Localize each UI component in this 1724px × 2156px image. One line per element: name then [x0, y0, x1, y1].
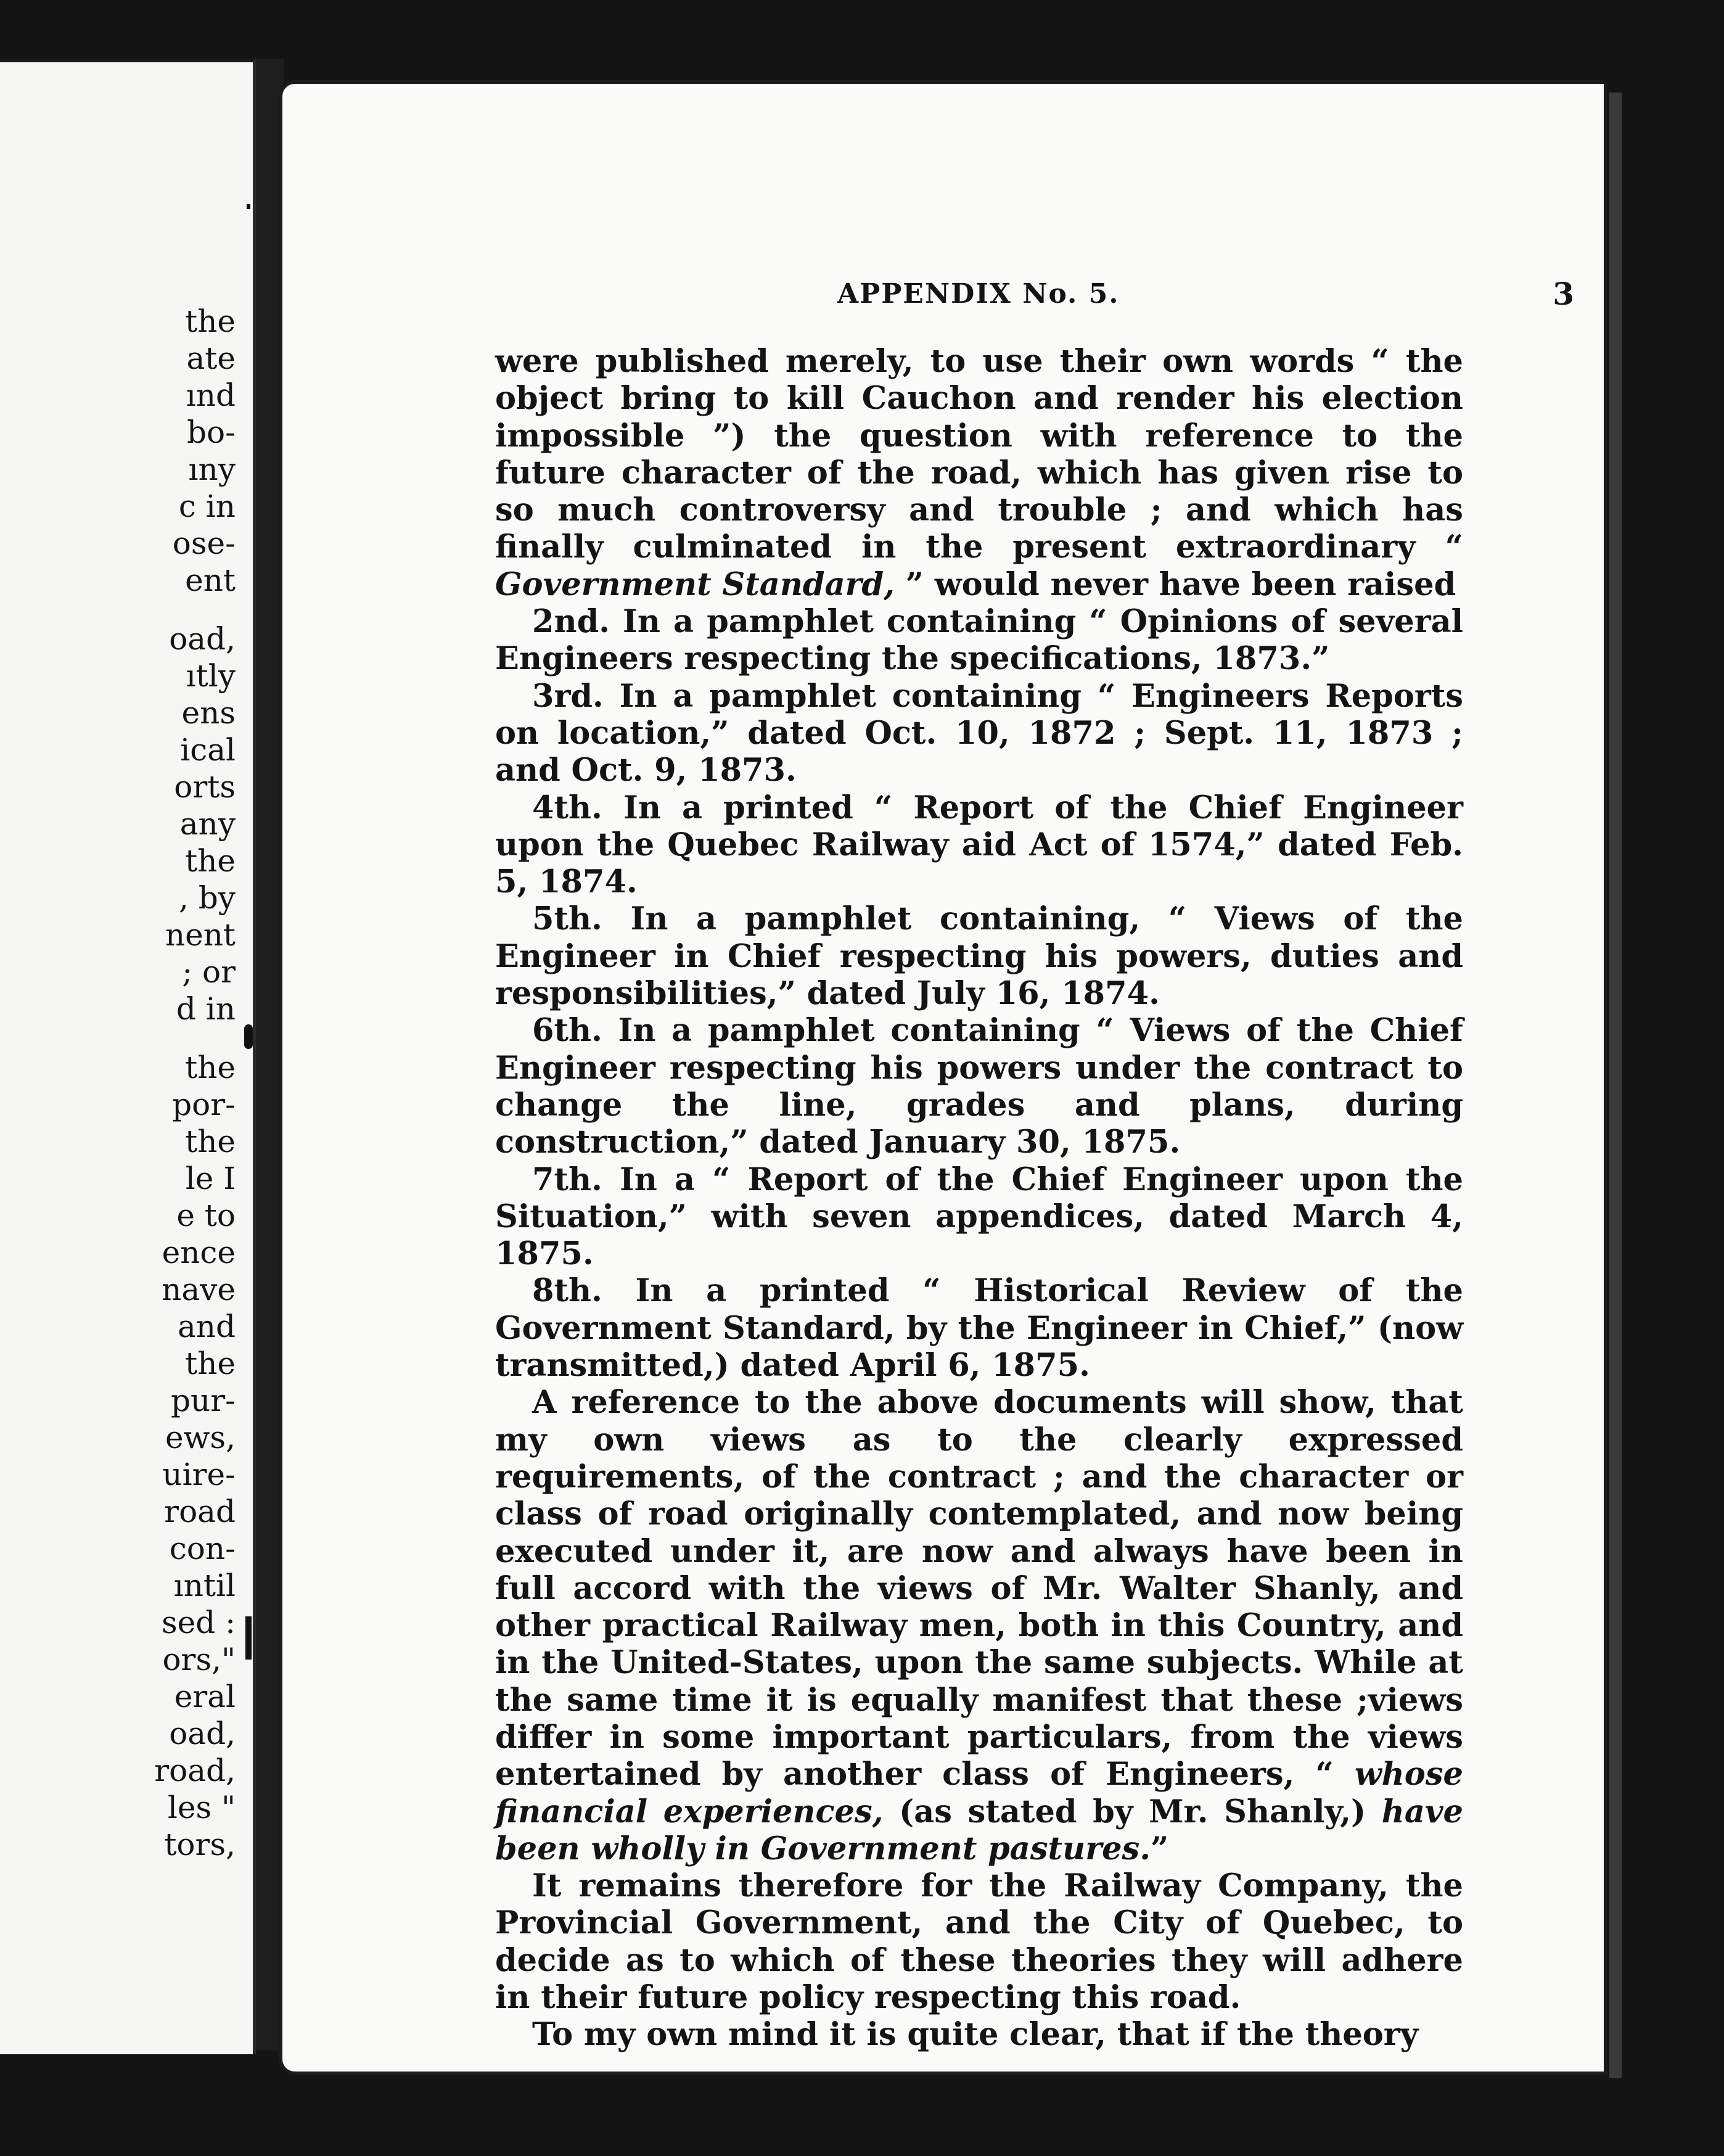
facing-page-text-fragment: ose-	[172, 525, 236, 561]
facing-page-text-fragment: road,	[154, 1753, 236, 1788]
facing-page-text-fragment: any	[179, 806, 236, 842]
paragraph: 2nd. In a pamphlet containing “ Opinions of several Engineers respecting the specifications, 1873.”	[495, 603, 1463, 678]
facing-page-text-fragment: pur-	[170, 1383, 236, 1418]
facing-page-text-fragment: uire-	[162, 1457, 236, 1492]
facing-page-text-fragment: ors,"	[162, 1642, 236, 1677]
page-edge-shadow	[1609, 93, 1622, 2078]
paragraph: It remains therefore for the Railway Company, the Provincial Government, and the City of Quebec, to decide as to which of these theories they will adhere in their future policy respecting this road.	[495, 1867, 1463, 2017]
facing-page-text-fragment: orts	[174, 769, 236, 805]
paragraph: 6th. In a pamphlet containing “ Views of the Chief Engineer respecting his powers under the contract to change the line, grades and plans, during construction,” dated January 30, 1875.	[495, 1012, 1463, 1161]
page-edge-mark	[247, 204, 250, 209]
facing-page-text-fragment: ınd	[186, 377, 236, 413]
paragraph: 7th. In a “ Report of the Chief Engineer upon the Situation,” with seven appendices, dated March 4, 1875.	[495, 1161, 1463, 1273]
facing-page-text-fragment: ate	[186, 340, 236, 376]
paragraph: A reference to the above documents will show, that my own views as to the clearly expressed requirements, of the contract ; and the character or class of road originally contemplated, and now being executed under it, are now and always have been in full accord with the views of Mr. Walter Shanly, and other practical Railway men, both in this Country, and in the United-States, upon the same subjects. While at the same time it is equally manifest that these ;views differ in some important particulars, from the views entertained by another class of Engineers, “ whose financial experiences, (as stated by Mr. Shanly,) have been wholly in Government pastures.”	[495, 1384, 1463, 1867]
facing-page-text-fragment: por-	[172, 1087, 236, 1122]
facing-page-text-fragment: ews,	[165, 1420, 236, 1455]
facing-page-text-fragment: nave	[162, 1272, 236, 1307]
running-head: APPENDIX No. 5.	[837, 278, 1120, 310]
facing-page-text-fragment: and	[177, 1309, 236, 1344]
paragraph: 5th. In a pamphlet containing, “ Views of the Engineer in Chief respecting his powers, duties and responsibilities,” dated July 16, 1874.	[495, 900, 1463, 1013]
facing-page-text-fragment: ıtly	[186, 658, 236, 694]
facing-page-text-fragment: nent	[165, 917, 236, 953]
facing-page-text-fragment: the	[185, 1346, 236, 1381]
facing-page-text-fragment: ; or	[182, 954, 236, 990]
page-edge-mark	[245, 1616, 252, 1660]
facing-page-text-fragment: the	[185, 303, 236, 339]
right-page	[279, 80, 1607, 2075]
facing-page-text-fragment: les "	[167, 1790, 236, 1825]
facing-page-text-fragment: sed :	[162, 1605, 236, 1640]
facing-page-text-fragment: oad,	[169, 1716, 236, 1751]
facing-page-text-fragment: oad,	[169, 621, 236, 657]
facing-page-text-fragment: ıny	[188, 451, 236, 487]
body-text	[495, 343, 1463, 2054]
facing-page-text-fragment: the	[185, 843, 236, 879]
facing-page-text-fragment: e to	[176, 1198, 236, 1233]
facing-page-text-fragment: the	[185, 1124, 236, 1159]
paragraph: 8th. In a printed “ Historical Review of the Government Standard, by the Engineer in Chief,” (now transmitted,) dated April 6, 1875.	[495, 1272, 1463, 1385]
facing-page-text-fragment: bo-	[186, 414, 236, 450]
facing-page-text-fragment: ıntil	[173, 1568, 236, 1603]
page-edge-mark	[244, 1024, 253, 1049]
facing-page-text-fragment: ical	[180, 732, 236, 768]
paragraph: To my own mind it is quite clear, that if the theory	[532, 2016, 1419, 2054]
facing-page-text-fragment: ens	[181, 695, 236, 731]
facing-page-text-fragment: ence	[162, 1235, 236, 1270]
paragraph: 4th. In a printed “ Report of the Chief Engineer upon the Quebec Railway aid Act of 1574,” dated Feb. 5, 1874.	[495, 789, 1463, 901]
facing-page-text-fragment: ent	[185, 562, 236, 598]
facing-page-text-fragment: con-	[169, 1531, 236, 1566]
facing-page-text-fragment: d in	[176, 991, 236, 1027]
facing-page-text-fragment: the	[185, 1050, 236, 1085]
facing-page-text-fragment: , by	[178, 880, 236, 916]
paragraph: 3rd. In a pamphlet containing “ Engineers Reports on location,” dated Oct. 10, 1872 ; Sept. 11, 1873 ; and Oct. 9, 1873.	[495, 677, 1463, 789]
facing-page-text-fragment: road	[164, 1494, 236, 1529]
facing-page-text-fragment: eral	[174, 1679, 236, 1714]
facing-page-text-fragment: le I	[185, 1161, 236, 1196]
facing-page-text-fragment: c in	[178, 488, 236, 524]
page-number: 3	[1553, 276, 1574, 312]
page-header	[282, 278, 1604, 321]
paragraph: were published merely, to use their own words “ the object bring to kill Cauchon and render his election impossible ”) the question with reference to the future character of the road, which has given rise to so much controversy and trouble ; and which has finally culminated in the present extraordinary “ Government Standard, ” would never have been raised	[495, 343, 1463, 603]
facing-page	[0, 59, 256, 2054]
facing-page-text-fragment: tors,	[164, 1827, 236, 1862]
